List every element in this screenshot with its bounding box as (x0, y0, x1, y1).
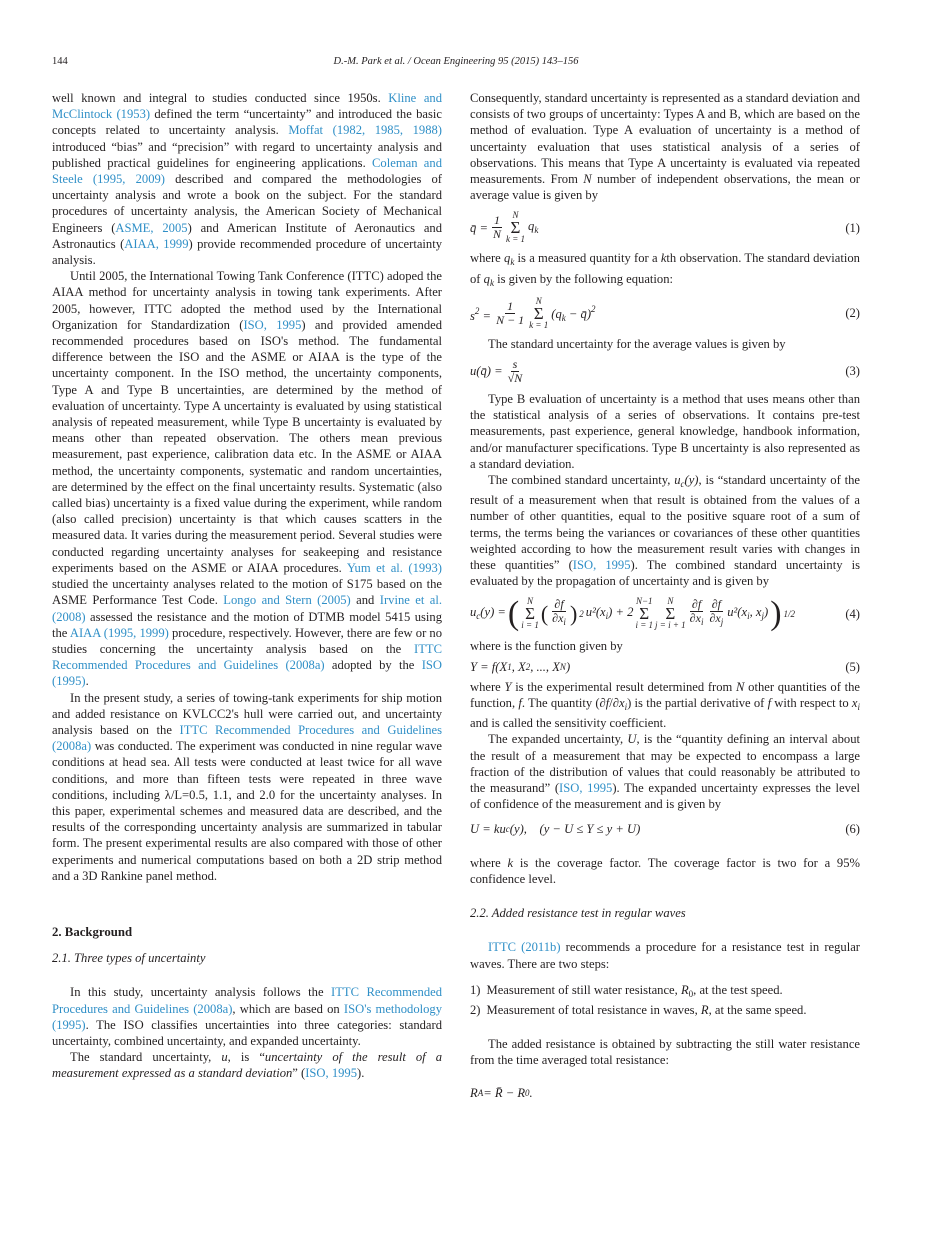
text-run: U (627, 732, 637, 747)
citation-link[interactable]: ISO, 1995 (559, 781, 613, 796)
equation-6: U = ku c (y), (y − U ≤ Y ≤ y + U) (6) (470, 821, 860, 836)
text-run: where is the function given by (470, 639, 623, 654)
equation-number: (6) (845, 821, 860, 836)
text-run: defined the term “uncertainty” and introduced the basic concepts related to uncertainty analysis. (52, 107, 442, 138)
text-run: is the experimental result determined from (511, 679, 737, 694)
paragraph (470, 939, 860, 971)
text-run: . The ISO classifies uncertainties into three categories: standard uncertainty, combined uncertainty, and expanded uncertainty. (52, 1017, 442, 1048)
citation-link[interactable]: ISO, 1995 (243, 317, 302, 332)
equation-number: (2) (845, 306, 860, 321)
text-run: Measurement of still water resistance, (486, 982, 681, 997)
right-column (470, 90, 860, 1107)
text-run: R (700, 1002, 709, 1017)
text-run: 0 (688, 988, 694, 999)
subsection-heading: 2.1. Three types of uncertainty (52, 951, 206, 966)
paragraph (470, 250, 860, 290)
paragraph (470, 1036, 860, 1068)
list-item: 1) Measurement of still water resistance, $R_0$, at the test speed. (470, 982, 783, 999)
text-run: adopted by the (324, 658, 422, 673)
text-run: c (680, 479, 685, 490)
citation-link[interactable]: Coleman and Steele (1995, 2009) (52, 155, 442, 187)
citation-link[interactable]: ISO, 1995 (305, 1066, 358, 1081)
text-run: q (483, 271, 490, 286)
text-run: Until 2005, the International Towing Tank Conference (ITTC) adoped the AIAA method for uncertainty analysis in towing tank experiments. After 2005, however, ITTC adopted the method used by the International Organization for Standardization ( (52, 269, 442, 332)
paragraph (52, 90, 442, 268)
text-run: ) and provided amended recommended procedures based on ISO's method. The fundamental difference between the ISO and the ASME or AIAA is the type of the uncertainty component. In the ISO method, the uncertainty components, Type A and Type B uncertainties, are determined by the method of evaluation of uncertainty. Type A uncertainty is evaluated by using statistical analysis of repeated measurement, while Type B uncertainty is evaluated by means other than repeated observation. The others mean previous measurement, past experience, calibration data etc. In the ASME or AIAA method, the uncertainty components, systematic and random uncertainties, are determined by the effect on the final uncertainty results. Systematic (also called bias) uncertainty is a fixed value during the experiment, while random (also called precision) uncertainty is that which causes scatters in the measured data. It varies during the measurement period. Several studies were conducted regarding uncertainty analyses for seakeeping and resistance experiments based on the ASME or AIAA procedures. (52, 317, 443, 575)
text-run: is a measured quantity for a (514, 251, 661, 266)
text-run: ). The combined standard uncertainty is evaluated by the propagation of uncertainty and is given by (470, 558, 860, 589)
text-run: , at the test speed. (693, 982, 783, 997)
paragraph (52, 268, 442, 689)
text-run: studied the uncertainty analyses related to the motion of S175 based on the ASME Performance Test Code. (52, 577, 442, 608)
text-run: k (510, 257, 515, 268)
step-list (470, 982, 860, 1018)
citation-link[interactable]: ITTC Recommended Procedures and Guidelines (2008a) (52, 641, 442, 673)
text-run: In the present study, a series of towing-tank experiments for ship motion and added resistance on KVLCC2's hull were carried out, and uncertainty analysis based on the (52, 690, 442, 737)
section-heading: 2. Background (52, 924, 133, 939)
citation-link[interactable]: Yum et al. (1993) (346, 560, 442, 575)
text-run: . The quantity (∂ (521, 696, 606, 711)
text-run: Type B evaluation of uncertainty is a method that uses means other than the statistical analysis of a series of observations. It contains pre-test measurements, past experience, general knowledge, handbook information, and/or manufacturer specifications. Type B uncertainty is also represented as a standard deviation. (470, 392, 860, 471)
citation-link[interactable]: AIAA, 1999 (124, 236, 189, 251)
paragraph (470, 731, 860, 812)
text-run: and (350, 593, 380, 608)
citation-link[interactable]: Moffat (1982, 1985, 1988) (288, 123, 442, 138)
text-run: In this study, uncertainty analysis follows the (70, 985, 332, 1000)
text-run: x (851, 696, 858, 711)
paragraph (52, 690, 442, 884)
text-run: q (504, 251, 511, 266)
text-run: u (221, 1050, 228, 1065)
text-run: i (624, 702, 628, 713)
paragraph (470, 638, 860, 654)
text-run: procedure, respectively. However, there are few or no studies concerning the uncertainty analysis based on the (52, 625, 443, 656)
equation-5: Y = f(X 1 , X 2 , ..., X N ) (5) (470, 659, 860, 674)
paragraph (470, 472, 860, 589)
text-run: where (470, 679, 505, 694)
text-run: N (583, 172, 592, 187)
citation-link[interactable]: ITTC Recommended Procedures and Guidelines (2008a) (52, 722, 442, 754)
text-run: f (518, 696, 522, 711)
citation-link[interactable]: Kline and McClintock (1953) (52, 91, 443, 122)
text-run: is given by the following equation: (493, 271, 674, 286)
text-run: ) provide recommended procedure of uncertainty analysis. (52, 236, 443, 268)
text-run: k (507, 855, 514, 870)
equation-4: $u_c(y)$ = ( N Σ i = 1 ( $\frac{\partial f}{\partial x_i}$ ) 2 $u^2(x_i) + 2$ N−1 Σ i = 1 N Σ j = i + 1 $\frac{\partial f}{\partial x_i}$ $\frac{\partial f}{\partial x_j}$ $u^2(x_i$, $x_j$) ) 1/2 (4) (470, 594, 860, 632)
text-run: k (660, 251, 667, 266)
text-run: k (489, 277, 494, 288)
text-run: uncertainty of the result of a measurement expressed as a standard deviation (52, 1050, 443, 1081)
text-run: Y (504, 679, 512, 694)
equation-number: (1) (845, 220, 860, 235)
equation-number: (3) (845, 364, 860, 379)
text-run: The added resistance is obtained by subtracting the still water resistance from the time averaged total resistance: (470, 1037, 860, 1068)
text-run: with respect to (771, 696, 852, 711)
citation-link[interactable]: ITTC (2011b) (488, 940, 561, 955)
text-run: The expanded uncertainty, (488, 732, 628, 747)
text-run: , which are based on (232, 1001, 344, 1016)
text-run: introduced “bias” and “precision” with regard to uncertainty analysis and published practical guidelines for engineering applications. (52, 139, 442, 170)
text-run: where (470, 251, 505, 266)
text-run: ). The expanded uncertainty expresses the level of confidence of the measurement and is given by (470, 781, 861, 812)
paragraph (470, 90, 860, 203)
citation-link[interactable]: ASME, 2005 (115, 220, 188, 235)
text-run: . (85, 674, 89, 689)
text-run: The standard uncertainty for the average values is given by (488, 336, 786, 351)
text-run: number of independent observations, the mean or average value is given by (470, 172, 860, 203)
equation-number: (5) (845, 659, 860, 674)
text-run: x (619, 696, 625, 711)
text-run: Measurement of total resistance in waves, (486, 1002, 701, 1017)
citation-link[interactable]: Irvine et al. (2008) (52, 593, 442, 624)
text-run: ). (357, 1066, 365, 1081)
text-run: ” ( (292, 1066, 306, 1081)
equation-3: u(q̄) = $\frac{s}{√N}$ (3) (470, 357, 860, 386)
text-run: assessed the resistance and the motion of DTMB model 5415 using the (52, 609, 442, 640)
text-run: R (680, 982, 689, 997)
text-run: The combined standard uncertainty, (488, 473, 675, 488)
page-header (52, 56, 860, 70)
text-run: (y) (684, 473, 699, 488)
text-run: well known and integral to studies conducted since 1950s. (52, 91, 389, 105)
text-run: where (470, 855, 508, 870)
text-run: and is called the sensitivity coefficient. (470, 716, 667, 731)
citation-link[interactable]: ISO's methodology (1995) (52, 1001, 443, 1032)
text-run: is the coverage factor. The coverage factor is two for a 95% confidence level. (470, 855, 860, 886)
paragraph (470, 336, 860, 352)
paragraph (470, 855, 860, 887)
text-run: , is “ (227, 1050, 265, 1065)
left-column (52, 90, 442, 1082)
text-run: , is the “quantity defining an interval about the result of a measurement that may be expected to encompass a large fraction of the distribution of values that could reasonably be attributed to the measurand” ( (470, 732, 860, 796)
text-run: ) and American Institute of Aeronautics and Astronautics ( (52, 220, 442, 251)
equation-number: (4) (845, 606, 860, 621)
equation-1: q̄ = $\frac{1}{N}$ N Σ k = 1 $q_k$ (1) (470, 210, 860, 245)
citation-link[interactable]: Longo and Stern (2005) (223, 593, 351, 608)
paragraph (470, 391, 860, 472)
paragraph (52, 1049, 442, 1081)
equation-2: $s^2$ = $\frac{1}{N - 1}$ N Σ k = 1 ($q_k$ − q̄)$^2$ (2) (470, 295, 860, 330)
text-run: N (736, 679, 745, 694)
equation-7: R A = R̄ − R 0 . (470, 1085, 533, 1100)
paragraph (52, 984, 442, 1049)
text-run: , at the same speed. (708, 1002, 807, 1017)
citation-link[interactable]: AIAA (1995, 1999) (69, 625, 169, 640)
text-run: was conducted. The experiment was conducted in nine regular wave conditions at head sea. All tests were conducted at least twice for all wave conditions, and more than fifteen tests were repeated in three wave conditions, including λ/L=0.5, 1.1, and 2.0 for the uncertainty analyses. In this paper, experimental schemes and measured data are described, and the results of the corresponding uncertainty analysis are summarized in tabular form. The present experimental results are also compared with those of other experiments and numerical computations based on both a 2D strip method and a 3D Rankine panel method. (52, 739, 442, 883)
text-run: ) is the partial derivative of (627, 696, 768, 711)
text-run: f (767, 696, 772, 711)
subsection-heading: 2.2. Added resistance test in regular waves (470, 906, 686, 921)
text-run: /∂ (609, 696, 620, 711)
text-run: i (857, 702, 860, 713)
text-run: , is “standard uncertainty of the result of a measurement when that result is obtained from the values of a number of other quantities, equal to the positive square root of a sum of terms, the terms being the variances or covariances of these other quantities weighted according to how the measurement result varies with changes in these quantities” ( (470, 473, 860, 573)
citation-link[interactable]: ISO, 1995 (572, 558, 631, 573)
list-item: 2) Measurement of total resistance in waves, R, at the same speed. (470, 1002, 807, 1017)
paragraph (470, 679, 860, 732)
page-number: 144 (52, 56, 68, 67)
text-run: The standard uncertainty, (70, 1050, 222, 1065)
text-run: f (605, 696, 610, 711)
citation-link[interactable]: ISO (1995) (52, 658, 442, 689)
running-title: D.-M. Park et al. / Ocean Engineering 95 (2015) 143–156 (333, 56, 579, 67)
citation-link[interactable]: ITTC Recommended Procedures and Guidelines (2008a) (52, 985, 443, 1016)
text-run: other quantities of the function, (470, 679, 860, 711)
text-run: Consequently, standard uncertainty is represented as a standard deviation and consists of two groups of uncertainty: Types A and B, which are based on the method of evaluation. Type A evaluation of uncertainty is a method of uncertainty evaluation that uses statistical analysis of a series of observations. This means that Type A uncertainty is evaluated via repeated measurements. From (470, 91, 860, 187)
text-run: th observation. The standard deviation of (470, 251, 860, 286)
text-run: recommends a procedure for a resistance test in regular waves. There are two steps: (470, 940, 860, 971)
text-run: described and compared the methodologies of uncertainty analysis and wrote a book on the subject. For the standard procedures of uncertainty analysis, the American Society of Mechanical Engineers ( (52, 172, 442, 235)
text-run: u (674, 473, 681, 488)
